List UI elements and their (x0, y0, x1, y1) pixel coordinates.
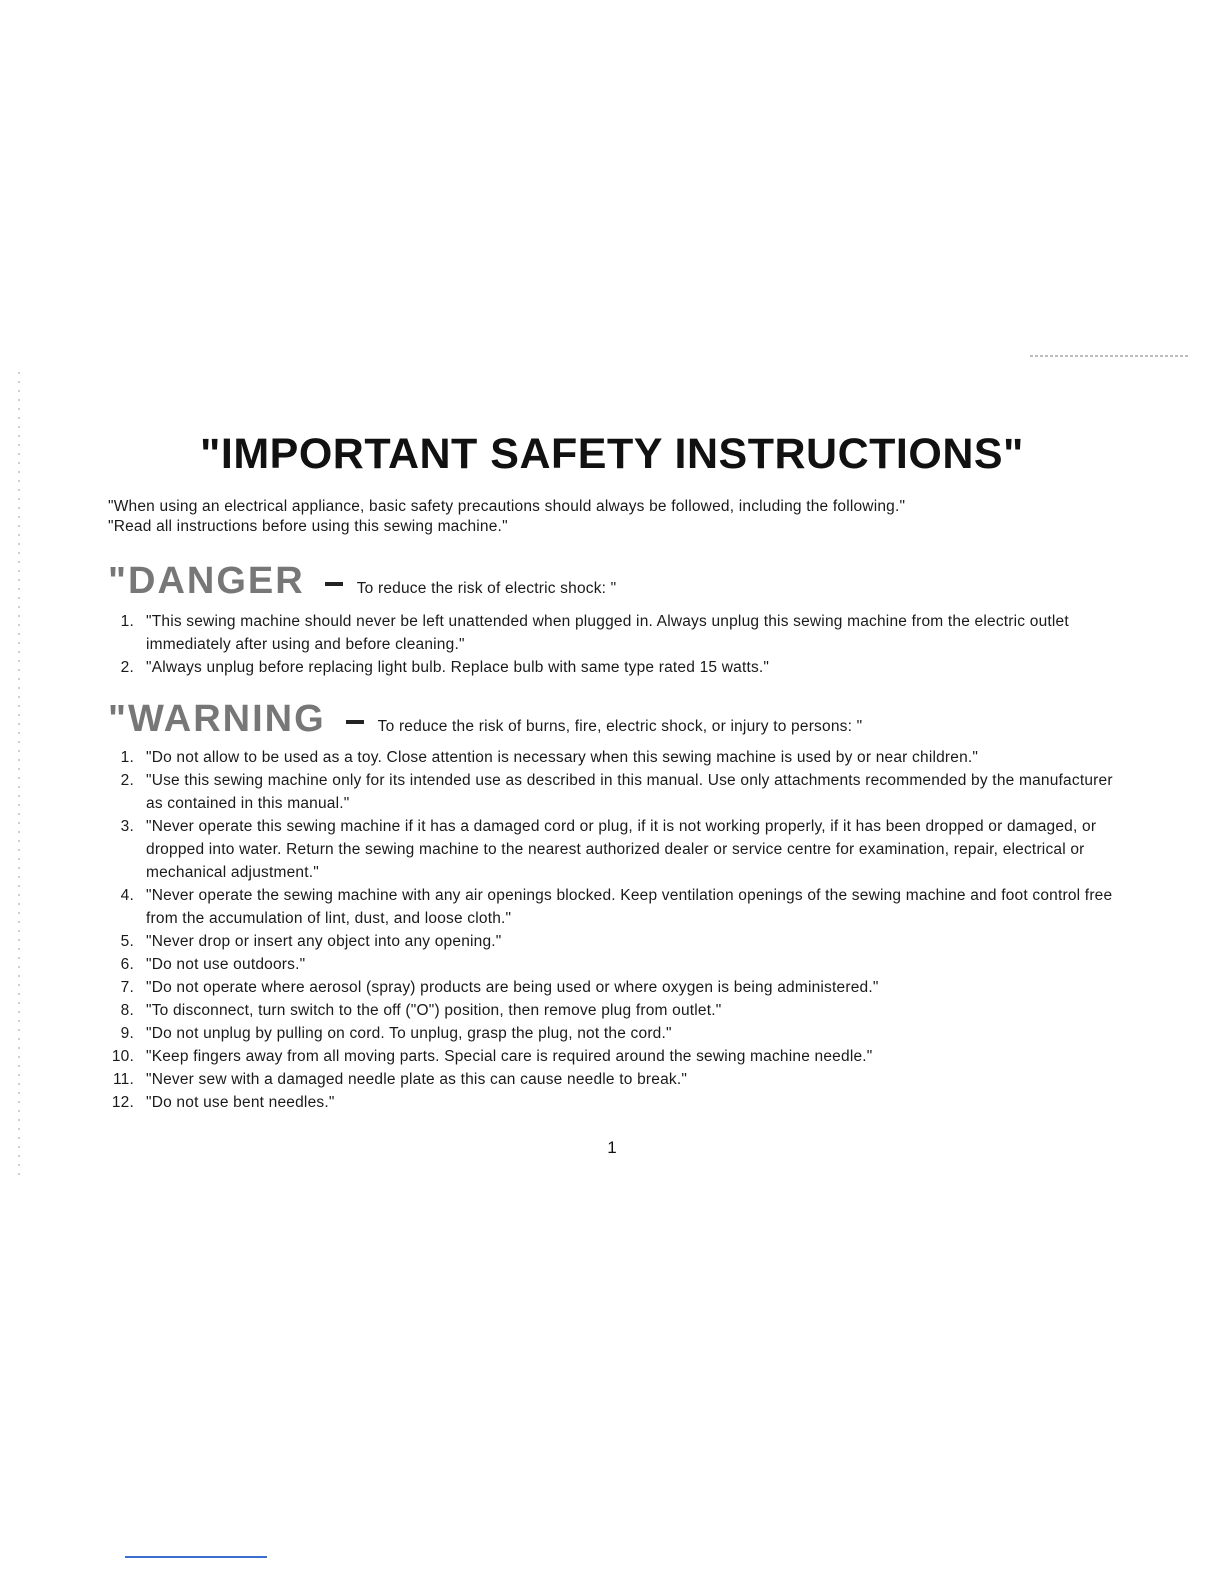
item-text: "Never operate the sewing machine with any air openings blocked. Keep ventilation openings of the sewing machine and foot control free from the accumulation of lint, dust, and loose cloth." (146, 887, 1113, 927)
warning-heading (108, 698, 862, 741)
list-item (108, 976, 1118, 999)
item-number: 12. (111, 1094, 134, 1111)
dash-divider (346, 720, 364, 724)
item-number: 3. (120, 818, 134, 835)
item-number: 10. (111, 1048, 134, 1065)
page-title: "IMPORTANT SAFETY INSTRUCTIONS" (200, 430, 1024, 478)
list-item (108, 746, 1118, 769)
list-item (108, 610, 1118, 656)
intro-line: "When using an electrical appliance, basic safety precautions should always be followed, including the following." (108, 498, 906, 515)
intro-block (108, 497, 1158, 537)
item-text: "Use this sewing machine only for its intended use as described in this manual. Use only attachments recommended by the manufacturer as contained in this manual." (146, 772, 1113, 812)
item-text: "Do not use bent needles." (146, 1094, 335, 1111)
item-number: 6. (120, 956, 134, 973)
list-item (108, 1045, 1118, 1068)
item-text: "Always unplug before replacing light bulb. Replace bulb with same type rated 15 watts." (146, 659, 770, 676)
item-number: 1. (120, 613, 134, 630)
danger-heading (108, 560, 616, 603)
item-text: "Do not allow to be used as a toy. Close attention is necessary when this sewing machine is used by or near children." (146, 749, 979, 766)
item-text: "Never drop or insert any object into any opening." (146, 933, 502, 950)
dash-divider (325, 582, 343, 586)
list-item (108, 884, 1118, 930)
scan-bottom-line (125, 1556, 267, 1558)
list-item (108, 1022, 1118, 1045)
warning-list (108, 746, 1118, 1114)
scan-top-rule (1030, 355, 1190, 357)
item-text: "Keep fingers away from all moving parts. Special care is required around the sewing machine needle." (146, 1048, 873, 1065)
scan-edge-artifact (18, 372, 20, 1182)
item-number: 8. (120, 1002, 134, 1019)
item-text: "Never operate this sewing machine if it has a damaged cord or plug, if it is not working properly, if it has been dropped or damaged, or dropped into water. Return the sewing machine to the nearest authorized dealer or service centre for examination, repair, electrical or mechanical adjustment." (146, 818, 1097, 881)
list-item (108, 769, 1118, 815)
item-text: "Do not unplug by pulling on cord. To unplug, grasp the plug, not the cord." (146, 1025, 672, 1042)
item-number: 4. (120, 887, 134, 904)
page-number: 1 (607, 1138, 617, 1157)
list-item (108, 1068, 1118, 1091)
danger-label: "DANGER (108, 560, 305, 602)
list-item (108, 656, 1118, 679)
list-item (108, 815, 1118, 884)
warning-subtitle: To reduce the risk of burns, fire, electric shock, or injury to persons: " (377, 718, 863, 735)
item-number: 7. (120, 979, 134, 996)
item-number: 2. (120, 659, 134, 676)
item-number: 5. (120, 933, 134, 950)
item-text: "Do not operate where aerosol (spray) products are being used or where oxygen is being administered." (146, 979, 879, 996)
danger-subtitle: To reduce the risk of electric shock: " (356, 580, 617, 597)
item-text: "This sewing machine should never be left unattended when plugged in. Always unplug this sewing machine from the electric outlet immediately after using and before cleaning." (146, 613, 1069, 653)
warning-label: "WARNING (108, 698, 326, 740)
item-number: 9. (120, 1025, 134, 1042)
list-item (108, 930, 1118, 953)
item-text: "To disconnect, turn switch to the off ("O") position, then remove plug from outlet." (146, 1002, 722, 1019)
danger-list (108, 610, 1118, 679)
list-item (108, 1091, 1118, 1114)
item-number: 2. (120, 772, 134, 789)
item-text: "Never sew with a damaged needle plate as this can cause needle to break." (146, 1071, 688, 1088)
intro-line: "Read all instructions before using this sewing machine." (108, 518, 508, 535)
item-text: "Do not use outdoors." (146, 956, 306, 973)
list-item (108, 953, 1118, 976)
item-number: 1. (120, 749, 134, 766)
list-item (108, 999, 1118, 1022)
item-number: 11. (113, 1071, 134, 1088)
